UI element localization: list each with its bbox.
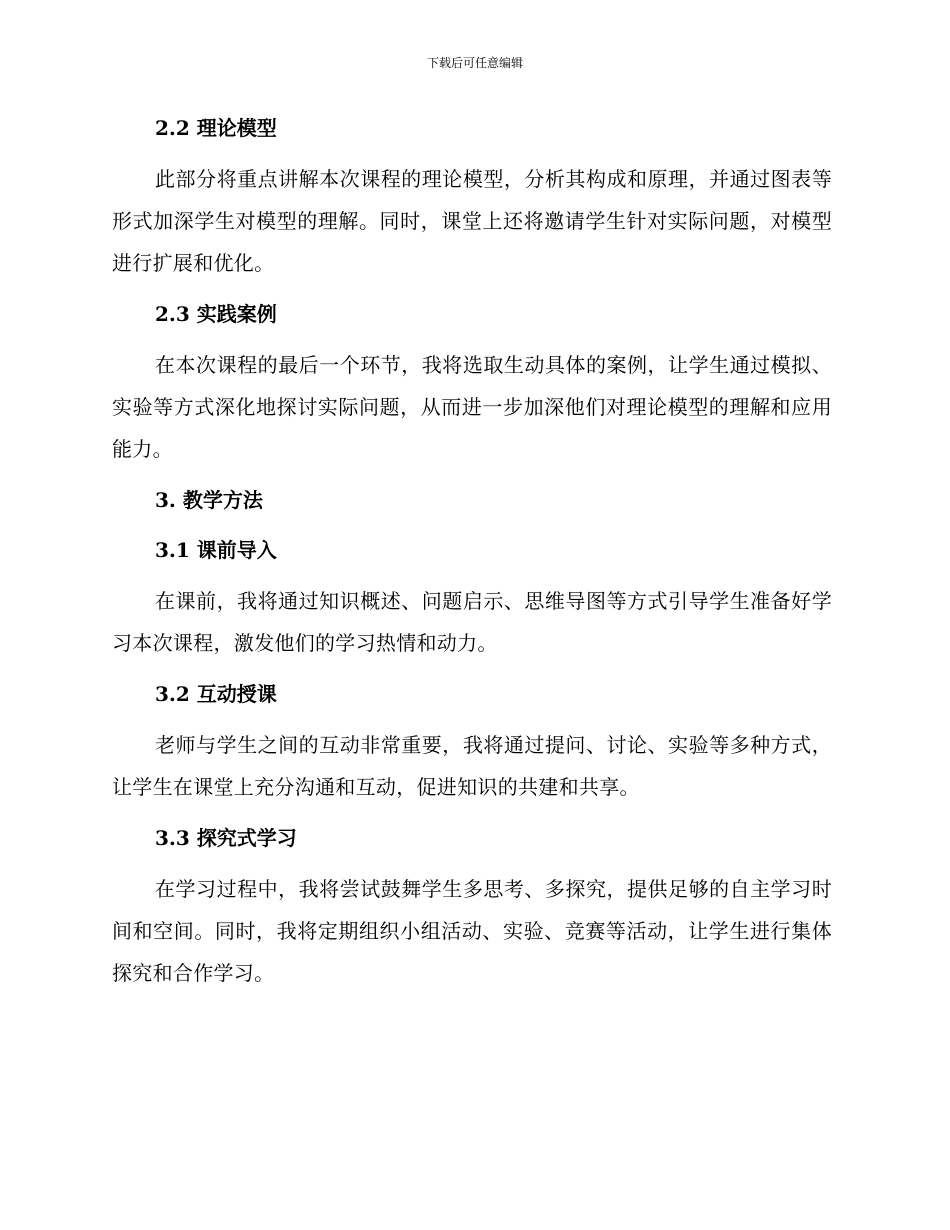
paragraph-interactive-teaching: 老师与学生之间的互动非常重要，我将通过提问、讨论、实验等多种方式，让学生在课堂上充分沟通和互动，促进知识的共建和共享。 xyxy=(112,733,832,799)
section-heading-3-2: 3.2 互动授课 xyxy=(155,682,277,706)
section-heading-2-2: 2.2 理论模型 xyxy=(155,116,277,140)
paragraph-inquiry-learning: 在学习过程中，我将尝试鼓舞学生多思考、多探究，提供足够的自主学习时间和空间。同时，我将定期组织小组活动、实验、竞赛等活动，让学生进行集体探究和合作学习。 xyxy=(112,877,832,985)
section-heading-2-3: 2.3 实践案例 xyxy=(155,302,277,326)
paragraph-pre-class: 在课前，我将通过知识概述、问题启示、思维导图等方式引导学生准备好学习本次课程，激发他们的学习热情和动力。 xyxy=(112,589,832,655)
page-header: 下载后可任意编辑 xyxy=(426,56,523,70)
paragraph-practice-case: 在本次课程的最后一个环节，我将选取生动具体的案例，让学生通过模拟、实验等方式深化地探讨实际问题，从而进一步加深他们对理论模型的理解和应用能力。 xyxy=(112,353,832,461)
document-body xyxy=(112,108,832,1004)
paragraph-theory-model: 此部分将重点讲解本次课程的理论模型，分析其构成和原理，并通过图表等形式加深学生对模型的理解。同时，课堂上还将邀请学生针对实际问题，对模型进行扩展和优化。 xyxy=(112,167,832,275)
section-heading-3-1: 3.1 课前导入 xyxy=(155,538,277,562)
section-heading-3-3: 3.3 探究式学习 xyxy=(155,826,297,850)
section-heading-3: 3. 教学方法 xyxy=(155,488,263,512)
